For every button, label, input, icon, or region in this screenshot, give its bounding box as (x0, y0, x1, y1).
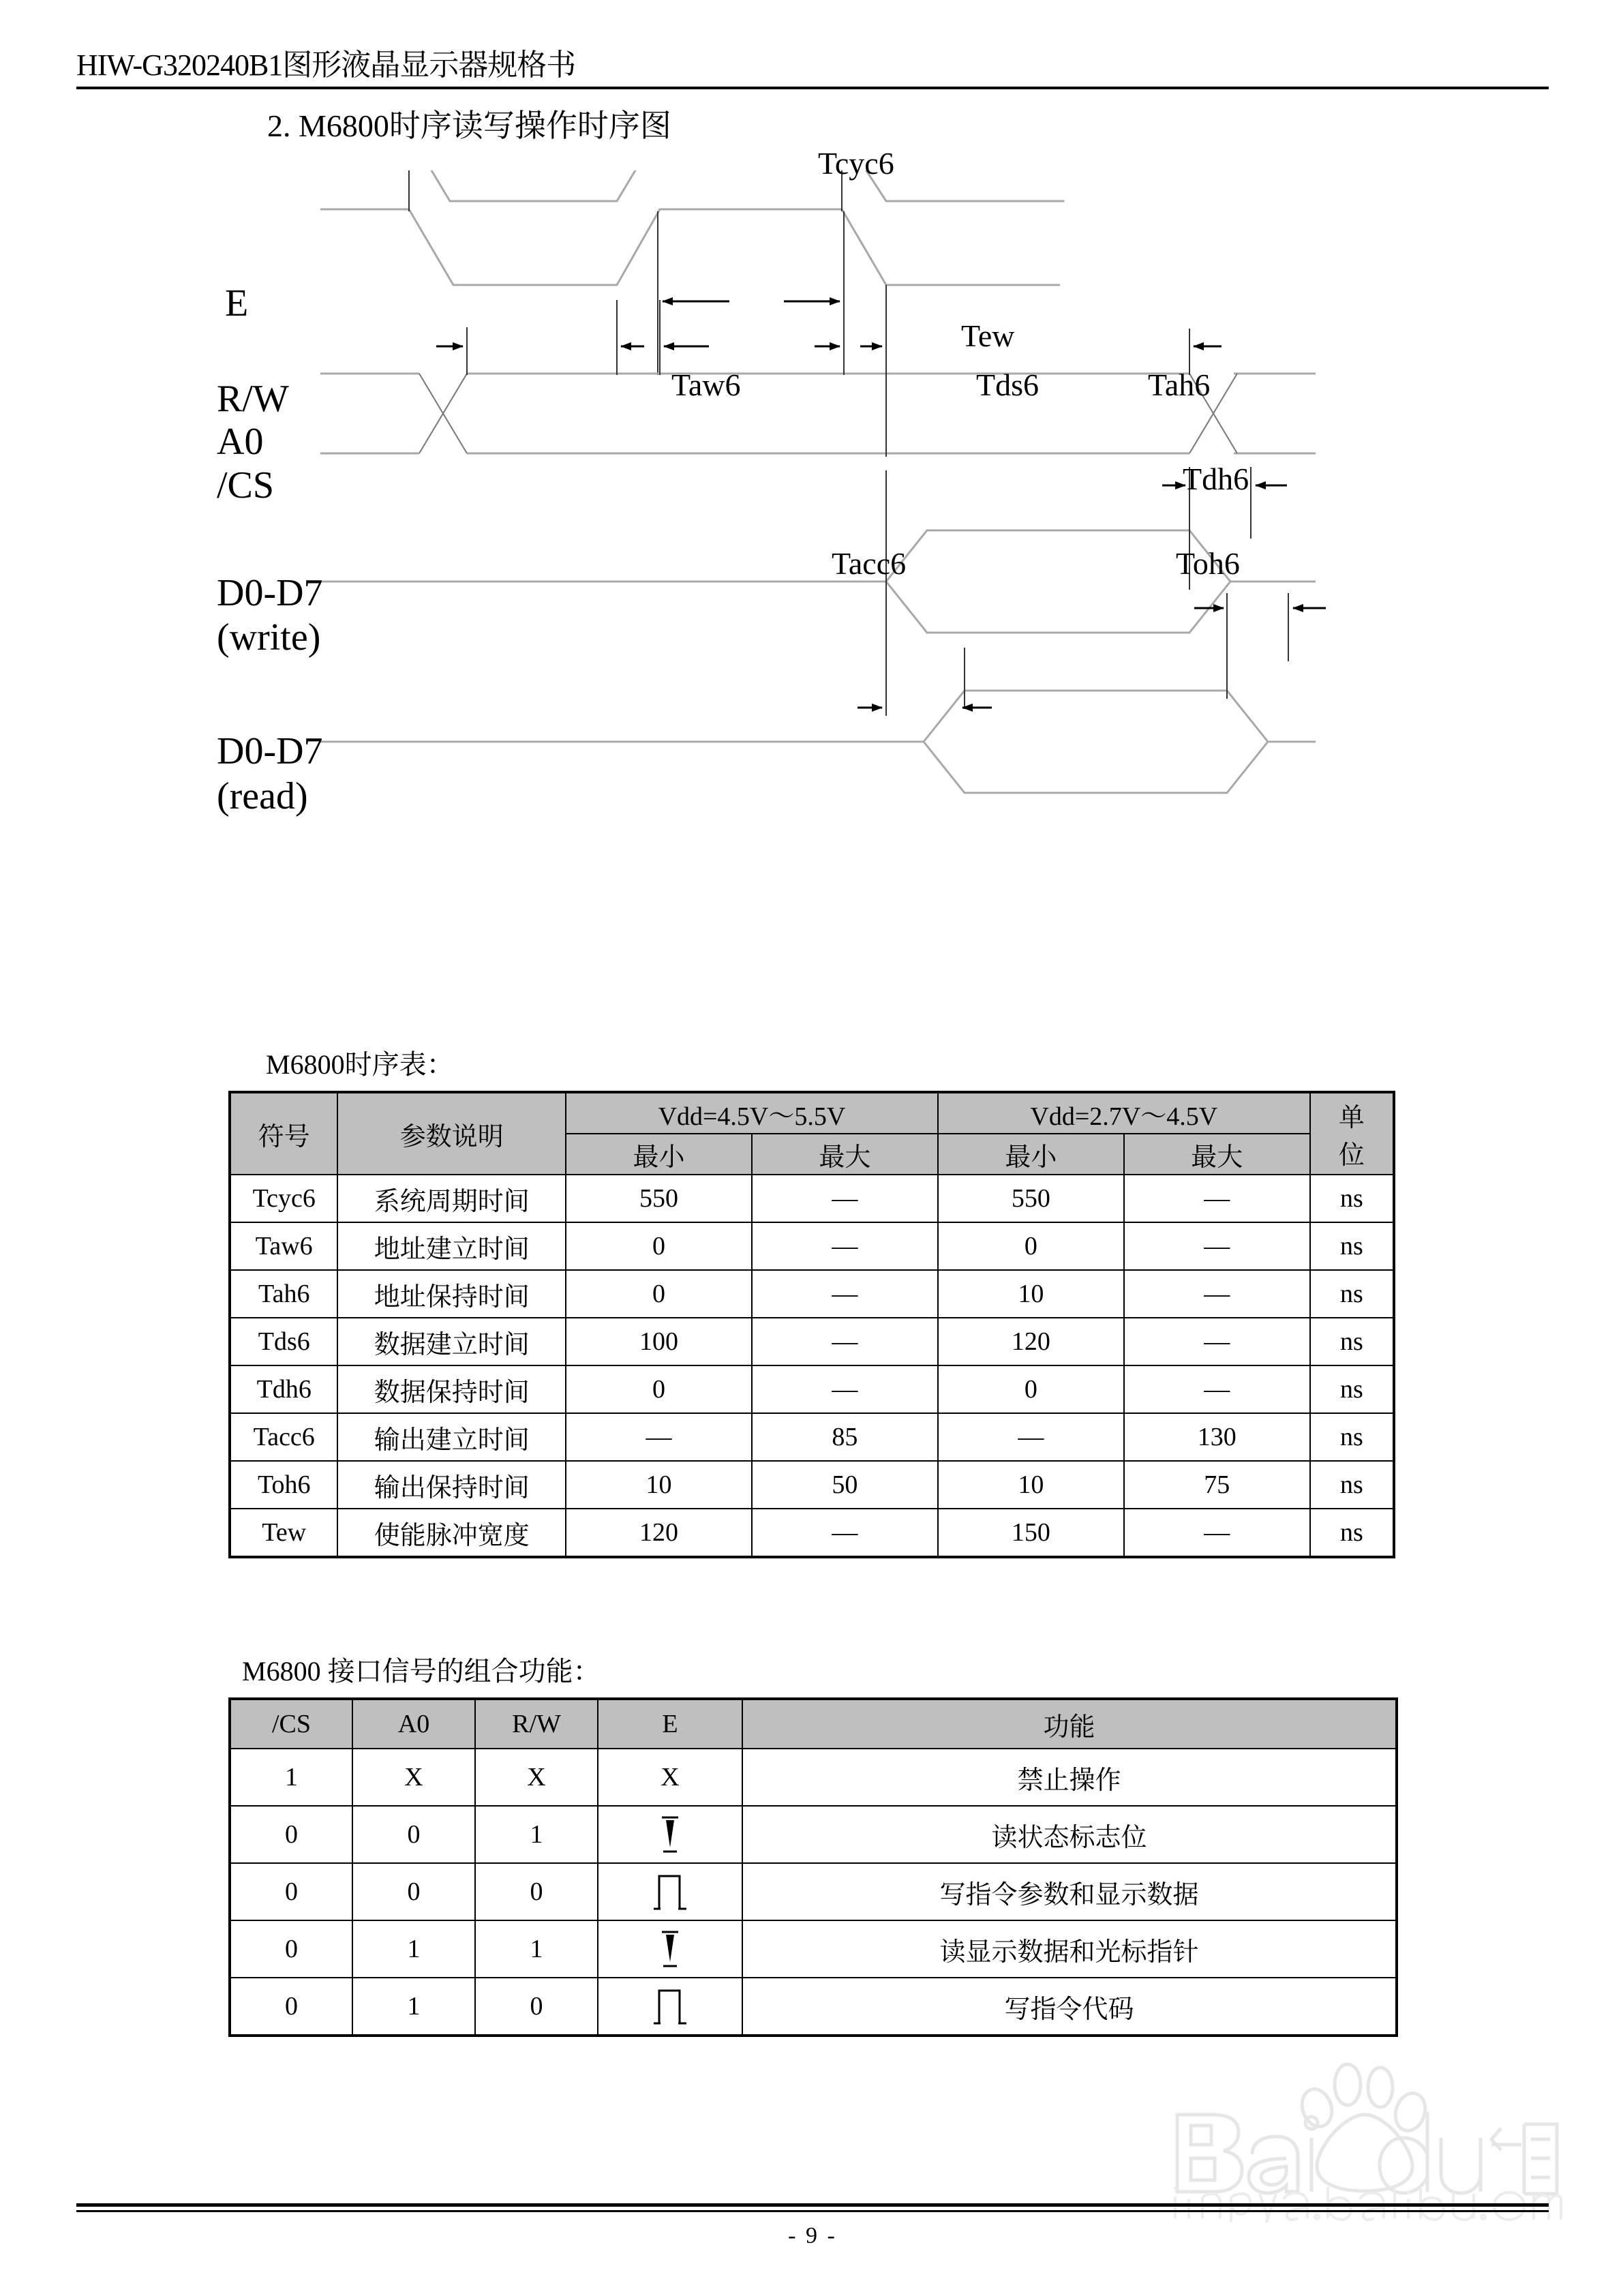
signal-label-write: (write) (217, 616, 321, 659)
measure-label-tah6: Tah6 (1148, 367, 1211, 402)
cell-symbol: Tdh6 (230, 1365, 337, 1413)
watermark-svg (1112, 2052, 1562, 2222)
cell-vdd-low-min: 150 (938, 1509, 1124, 1557)
document-footer (76, 2203, 1549, 2249)
rising-pulse-icon (598, 1978, 742, 2036)
cell-unit: ns (1310, 1175, 1394, 1222)
cell-symbol: Tds6 (230, 1318, 337, 1365)
section-heading: 2. M6800时序读写操作时序图 (267, 108, 671, 143)
cell-vdd-high-min: 0 (566, 1365, 752, 1413)
cell-cs: 1 (230, 1749, 352, 1806)
cell-rw: 1 (475, 1920, 598, 1978)
cell-vdd-high-max: — (752, 1175, 938, 1222)
cell-a0: 1 (352, 1978, 475, 2036)
cell-vdd-low-max: — (1124, 1222, 1310, 1270)
cell-rw: 0 (475, 1863, 598, 1920)
col-header-vdd-low: Vdd=2.7V～4.5V (938, 1092, 1310, 1134)
col-header-cs: /CS (230, 1699, 352, 1749)
cell-description: 输出建立时间 (337, 1413, 566, 1461)
cell-vdd-low-min: 10 (938, 1461, 1124, 1509)
unit-label-line2: 位 (1338, 1141, 1365, 1170)
table-row (230, 1365, 1394, 1413)
cell-unit: ns (1310, 1509, 1394, 1557)
timing-table-caption: M6800时序表： (266, 1049, 454, 1080)
cell-symbol: Toh6 (230, 1461, 337, 1509)
table-row (230, 1175, 1394, 1222)
col-header-function: 功能 (742, 1699, 1397, 1749)
col-header-description: 参数说明 (337, 1092, 566, 1175)
col-header-hi-max: 最大 (752, 1134, 938, 1175)
header-rule (76, 87, 1549, 89)
cell-vdd-low-max: — (1124, 1270, 1310, 1318)
cell-vdd-low-max: 130 (1124, 1413, 1310, 1461)
cell-vdd-high-min: 0 (566, 1270, 752, 1318)
cell-vdd-low-min: 0 (938, 1365, 1124, 1413)
baidu-jingyan-watermark (1112, 2052, 1562, 2222)
cell-vdd-low-min: 10 (938, 1270, 1124, 1318)
cell-vdd-low-min: 550 (938, 1175, 1124, 1222)
col-header-e: E (598, 1699, 742, 1749)
cell-vdd-high-max: 85 (752, 1413, 938, 1461)
cell-vdd-low-min: 120 (938, 1318, 1124, 1365)
cell-vdd-high-max: — (752, 1318, 938, 1365)
cell-description: 系统周期时间 (337, 1175, 566, 1222)
cell-vdd-high-max: 50 (752, 1461, 938, 1509)
cell-vdd-low-max: — (1124, 1365, 1310, 1413)
waveform-e (320, 209, 1060, 285)
col-header-symbol: 符号 (230, 1092, 337, 1175)
falling-edge-icon (598, 1920, 742, 1978)
table-row (230, 1749, 1397, 1806)
cell-rw: X (475, 1749, 598, 1806)
cell-vdd-low-min: 0 (938, 1222, 1124, 1270)
cell-vdd-high-min: 10 (566, 1461, 752, 1509)
measure-label-tacc6: Tacc6 (832, 546, 907, 581)
function-table-header-row (230, 1699, 1397, 1749)
cell-function: 读状态标志位 (742, 1806, 1397, 1863)
cell-e-value: X (598, 1749, 742, 1806)
document-header (76, 50, 1549, 89)
cell-unit: ns (1310, 1222, 1394, 1270)
table-row (230, 1222, 1394, 1270)
table-row (230, 1509, 1394, 1557)
cell-unit: ns (1310, 1270, 1394, 1318)
cell-vdd-high-max: — (752, 1270, 938, 1318)
signal-label-read: (read) (217, 775, 308, 817)
cell-cs: 0 (230, 1920, 352, 1978)
measure-label-tew: Tew (961, 318, 1015, 353)
cell-unit: ns (1310, 1365, 1394, 1413)
cell-vdd-high-max: — (752, 1222, 938, 1270)
signal-label-e: E (225, 282, 249, 324)
cell-symbol: Tew (230, 1509, 337, 1557)
m6800-signal-function-table (228, 1697, 1398, 2037)
timing-table-body (230, 1175, 1394, 1557)
cell-vdd-high-max: — (752, 1509, 938, 1557)
table-row (230, 1863, 1397, 1920)
footer-rule-bottom (76, 2210, 1549, 2212)
signal-label-rw: R/W (217, 378, 289, 420)
cell-description: 输出保持时间 (337, 1461, 566, 1509)
cell-vdd-low-max: 75 (1124, 1461, 1310, 1509)
table-header-row-1 (230, 1092, 1394, 1134)
table-row (230, 1461, 1394, 1509)
cell-description: 地址保持时间 (337, 1270, 566, 1318)
signal-label-d0d7-read: D0-D7 (217, 730, 323, 772)
cell-unit: ns (1310, 1461, 1394, 1509)
table-row (230, 1978, 1397, 2036)
cell-symbol: Taw6 (230, 1222, 337, 1270)
signal-label-cs: /CS (217, 464, 275, 507)
table-row (230, 1920, 1397, 1978)
read-data-hexagon (924, 691, 1268, 793)
table-row (230, 1413, 1394, 1461)
cell-function: 写指令代码 (742, 1978, 1397, 2036)
rising-pulse-icon (598, 1863, 742, 1920)
cell-description: 使能脉冲宽度 (337, 1509, 566, 1557)
cell-cs: 0 (230, 1978, 352, 2036)
signal-label-d0d7-write: D0-D7 (217, 572, 323, 614)
measure-label-taw6: Taw6 (671, 367, 741, 402)
document-title: HIW-G320240B1图形液晶显示器规格书 (76, 48, 576, 82)
col-header-lo-min: 最小 (938, 1134, 1124, 1175)
m6800-timing-parameters-table (228, 1091, 1395, 1558)
col-header-unit (1310, 1092, 1394, 1175)
cell-symbol: Tah6 (230, 1270, 337, 1318)
cell-function: 禁止操作 (742, 1749, 1397, 1806)
cell-a0: 0 (352, 1863, 475, 1920)
cell-cs: 0 (230, 1863, 352, 1920)
table-row (230, 1270, 1394, 1318)
falling-edge-icon (598, 1806, 742, 1863)
cell-unit: ns (1310, 1413, 1394, 1461)
cell-description: 数据保持时间 (337, 1365, 566, 1413)
table-row (230, 1318, 1394, 1365)
cell-vdd-high-min: 120 (566, 1509, 752, 1557)
cell-description: 地址建立时间 (337, 1222, 566, 1270)
col-header-lo-max: 最大 (1124, 1134, 1310, 1175)
cell-vdd-low-min: — (938, 1413, 1124, 1461)
cell-vdd-high-min: 100 (566, 1318, 752, 1365)
col-header-hi-min: 最小 (566, 1134, 752, 1175)
cell-vdd-low-max: — (1124, 1175, 1310, 1222)
measure-label-tdh6: Tdh6 (1183, 462, 1249, 496)
cell-a0: 1 (352, 1920, 475, 1978)
measure-label-toh6: Toh6 (1176, 546, 1240, 581)
function-table-body (230, 1749, 1397, 2036)
cell-unit: ns (1310, 1318, 1394, 1365)
cell-vdd-high-min: 550 (566, 1175, 752, 1222)
cell-vdd-high-min: — (566, 1413, 752, 1461)
cell-vdd-low-max: — (1124, 1318, 1310, 1365)
cell-a0: 0 (352, 1806, 475, 1863)
cell-function: 读显示数据和光标指针 (742, 1920, 1397, 1978)
measure-label-tcyc6: Tcyc6 (818, 146, 894, 181)
cell-a0: X (352, 1749, 475, 1806)
unit-label-line1: 单 (1338, 1104, 1365, 1132)
m6800-timing-waveform-diagram (0, 146, 1623, 948)
page-number: - 9 - (788, 2223, 837, 2248)
cell-description: 数据建立时间 (337, 1318, 566, 1365)
col-header-vdd-high: Vdd=4.5V～5.5V (566, 1092, 938, 1134)
cell-symbol: Tcyc6 (230, 1175, 337, 1222)
cell-function: 写指令参数和显示数据 (742, 1863, 1397, 1920)
table-row (230, 1806, 1397, 1863)
cell-cs: 0 (230, 1806, 352, 1863)
cell-rw: 1 (475, 1806, 598, 1863)
cell-vdd-low-max: — (1124, 1509, 1310, 1557)
function-table-caption: M6800 接口信号的组合功能： (242, 1656, 601, 1687)
signal-label-a0: A0 (217, 421, 264, 463)
footer-rule-top (76, 2203, 1549, 2207)
cell-rw: 0 (475, 1978, 598, 2036)
cell-vdd-high-max: — (752, 1365, 938, 1413)
cell-symbol: Tacc6 (230, 1413, 337, 1461)
measure-label-tds6: Tds6 (976, 367, 1039, 402)
cell-vdd-high-min: 0 (566, 1222, 752, 1270)
col-header-a0: A0 (352, 1699, 475, 1749)
col-header-rw: R/W (475, 1699, 598, 1749)
